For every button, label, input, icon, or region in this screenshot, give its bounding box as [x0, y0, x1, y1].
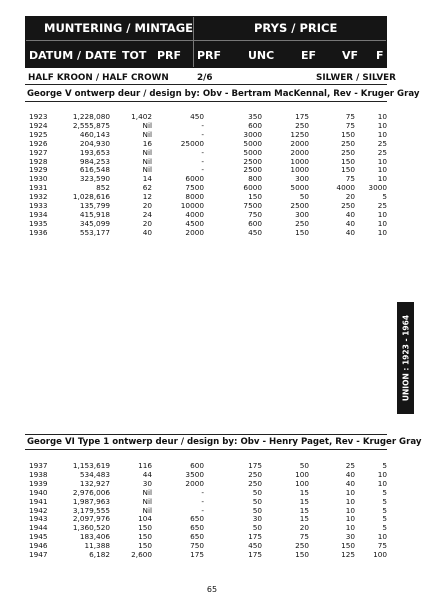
- cell-proof-mintage: 24: [142, 209, 152, 219]
- mintage-heading: MUNTERING / MINTAGE: [44, 21, 194, 35]
- cell-ef: 15: [299, 487, 309, 497]
- cell-date: 1943: [29, 514, 48, 524]
- cell-unc: 5000: [243, 138, 262, 148]
- divider-line: [25, 434, 387, 435]
- cell-proof-mintage: 2,600: [131, 550, 152, 559]
- table-row: [0, 462, 424, 471]
- cell-proof-mintage: 20: [142, 218, 152, 228]
- cell-f: 10: [377, 469, 387, 479]
- cell-proof-price: 4500: [185, 218, 204, 228]
- cell-date: 1929: [29, 165, 48, 175]
- cell-date: 1925: [29, 129, 48, 139]
- cell-ef: 100: [295, 469, 309, 479]
- cell-vf: 10: [345, 514, 355, 524]
- cell-proof-price: 6000: [185, 174, 204, 184]
- cell-proof-mintage: Nil: [142, 120, 152, 130]
- cell-date: 1932: [29, 192, 48, 202]
- cell-ef: 300: [295, 174, 309, 184]
- cell-proof-price: 4000: [185, 209, 204, 219]
- cell-unc: 750: [248, 209, 262, 219]
- table-row: [0, 507, 424, 516]
- cell-f: 75: [377, 541, 387, 551]
- cell-unc: 150: [248, 192, 262, 202]
- cell-ef: 5000: [290, 183, 309, 193]
- cell-proof-mintage: 16: [142, 138, 152, 148]
- cell-date: 1945: [29, 532, 48, 542]
- table-row: [0, 480, 424, 489]
- table-row: [0, 175, 424, 184]
- cell-proof-price: 25000: [180, 138, 204, 148]
- cell-total: 193,653: [79, 147, 110, 157]
- cell-f: 10: [377, 227, 387, 237]
- col-date: DATUM / DATE: [29, 49, 117, 62]
- cell-ef: 1250: [290, 129, 309, 139]
- cell-vf: 250: [341, 138, 355, 148]
- cell-f: 3000: [368, 183, 387, 193]
- divider-line: [25, 449, 387, 450]
- cell-date: 1931: [29, 183, 48, 193]
- table-row: [0, 229, 424, 238]
- cell-date: 1930: [29, 174, 48, 184]
- cell-vf: 10: [345, 505, 355, 515]
- cell-ef: 15: [299, 496, 309, 506]
- cell-vf: 30: [345, 532, 355, 542]
- cell-vf: 75: [345, 174, 355, 184]
- cell-total: 553,177: [79, 227, 110, 237]
- cell-proof-price: 2000: [185, 478, 204, 488]
- header-columns-row: [26, 40, 386, 68]
- cell-proof-price: 8000: [185, 192, 204, 202]
- cell-unc: 175: [248, 461, 262, 470]
- cell-f: 10: [377, 165, 387, 175]
- cell-proof-mintage: 1,402: [131, 112, 152, 121]
- cell-f: 10: [377, 174, 387, 184]
- cell-f: 10: [377, 218, 387, 228]
- cell-vf: 150: [341, 165, 355, 175]
- cell-proof-price: -: [201, 129, 204, 139]
- cell-proof-mintage: 62: [142, 183, 152, 193]
- cell-unc: 350: [248, 112, 262, 121]
- table-row: [0, 515, 424, 524]
- cell-f: 5: [382, 496, 387, 506]
- table-row: [0, 489, 424, 498]
- cell-vf: 40: [345, 469, 355, 479]
- cell-unc: 175: [248, 550, 262, 559]
- cell-unc: 5000: [243, 147, 262, 157]
- cell-f: 25: [377, 147, 387, 157]
- cell-f: 5: [382, 514, 387, 524]
- cell-total: 1,153,619: [72, 461, 110, 470]
- cell-date: 1946: [29, 541, 48, 551]
- cell-total: 11,388: [84, 541, 110, 551]
- cell-total: 534,483: [79, 469, 110, 479]
- cell-f: 10: [377, 209, 387, 219]
- col-total: TOT: [122, 49, 147, 62]
- table-row: [0, 193, 424, 202]
- cell-vf: 250: [341, 201, 355, 210]
- cell-proof-mintage: Nil: [142, 156, 152, 166]
- cell-proof-mintage: Nil: [142, 147, 152, 157]
- cell-ef: 1000: [290, 165, 309, 175]
- cell-proof-price: 650: [190, 532, 204, 542]
- cell-total: 2,976,006: [72, 487, 110, 497]
- cell-ef: 75: [299, 532, 309, 542]
- table-row: [0, 211, 424, 220]
- col-proof-price: PRF: [197, 49, 222, 62]
- section-title-george-v: George V ontwerp deur / design by: Obv - Bertram MacKennal, Rev - Kruger Gray: [27, 89, 420, 99]
- cell-date: 1928: [29, 156, 48, 166]
- cell-unc: 175: [248, 532, 262, 542]
- table-row: [0, 113, 424, 122]
- cell-proof-price: -: [201, 487, 204, 497]
- table-header: [25, 16, 387, 68]
- cell-proof-price: 450: [190, 112, 204, 121]
- cell-proof-price: -: [201, 147, 204, 157]
- cell-proof-mintage: 12: [142, 192, 152, 202]
- cell-total: 415,918: [79, 209, 110, 219]
- cell-unc: 50: [252, 487, 262, 497]
- cell-proof-price: 175: [190, 550, 204, 559]
- table-row: [0, 149, 424, 158]
- cell-f: 5: [382, 487, 387, 497]
- cell-f: 25: [377, 201, 387, 210]
- cell-proof-price: 650: [190, 523, 204, 533]
- cell-f: 5: [382, 192, 387, 202]
- cell-proof-price: 2000: [185, 227, 204, 237]
- cell-ef: 20: [299, 523, 309, 533]
- cell-vf: 10: [345, 487, 355, 497]
- cell-vf: 4000: [336, 183, 355, 193]
- table-row: [0, 524, 424, 533]
- cell-unc: 6000: [243, 183, 262, 193]
- cell-total: 1,028,616: [72, 192, 110, 202]
- cell-f: 10: [377, 120, 387, 130]
- cell-ef: 100: [295, 478, 309, 488]
- cell-date: 1941: [29, 496, 48, 506]
- cell-date: 1942: [29, 505, 48, 515]
- cell-f: 10: [377, 112, 387, 121]
- cell-unc: 50: [252, 496, 262, 506]
- cell-total: 135,799: [79, 201, 110, 210]
- cell-vf: 40: [345, 209, 355, 219]
- cell-unc: 250: [248, 469, 262, 479]
- cell-f: 5: [382, 461, 387, 470]
- cell-unc: 2500: [243, 165, 262, 175]
- cell-ef: 2000: [290, 138, 309, 148]
- cell-unc: 600: [248, 218, 262, 228]
- cell-date: 1927: [29, 147, 48, 157]
- table-row: [0, 158, 424, 167]
- cell-ef: 2500: [290, 201, 309, 210]
- table-row: [0, 202, 424, 211]
- col-f: F: [376, 49, 384, 62]
- price-heading: PRYS / PRICE: [254, 21, 338, 35]
- divider-line: [25, 84, 387, 85]
- cell-proof-price: 10000: [180, 201, 204, 210]
- cell-ef: 1000: [290, 156, 309, 166]
- table-row: [0, 498, 424, 507]
- cell-date: 1923: [29, 112, 48, 121]
- cell-proof-price: -: [201, 120, 204, 130]
- cell-date: 1937: [29, 461, 48, 470]
- cell-date: 1935: [29, 218, 48, 228]
- coin-denomination: 2/6: [197, 73, 213, 83]
- cell-total: 984,253: [79, 156, 110, 166]
- cell-unc: 3000: [243, 129, 262, 139]
- table-row: [0, 220, 424, 229]
- cell-f: 10: [377, 478, 387, 488]
- cell-total: 204,930: [79, 138, 110, 148]
- coin-metal: SILWER / SILVER: [316, 73, 396, 83]
- cell-unc: 7500: [243, 201, 262, 210]
- col-proof-mintage: PRF: [157, 49, 182, 62]
- cell-proof-price: -: [201, 156, 204, 166]
- cell-ef: 15: [299, 505, 309, 515]
- cell-proof-mintage: 150: [138, 532, 152, 542]
- cell-proof-mintage: 14: [142, 174, 152, 184]
- cell-ef: 50: [299, 192, 309, 202]
- col-unc: UNC: [248, 49, 275, 62]
- cell-vf: 75: [345, 112, 355, 121]
- cell-total: 1,987,963: [72, 496, 110, 506]
- cell-total: 616,548: [79, 165, 110, 175]
- cell-vf: 75: [345, 120, 355, 130]
- cell-proof-mintage: 30: [142, 478, 152, 488]
- cell-total: 323,590: [79, 174, 110, 184]
- table-row: [0, 542, 424, 551]
- cell-f: 5: [382, 505, 387, 515]
- cell-vf: 10: [345, 523, 355, 533]
- cell-ef: 150: [295, 227, 309, 237]
- cell-ef: 50: [299, 461, 309, 470]
- table-row: [0, 551, 424, 560]
- cell-proof-price: 750: [190, 541, 204, 551]
- cell-proof-mintage: Nil: [142, 129, 152, 139]
- cell-proof-price: -: [201, 505, 204, 515]
- cell-total: 6,182: [89, 550, 110, 559]
- cell-proof-price: -: [201, 496, 204, 506]
- cell-date: 1936: [29, 227, 48, 237]
- cell-ef: 15: [299, 514, 309, 524]
- header-divider: [193, 17, 194, 67]
- cell-ef: 300: [295, 209, 309, 219]
- cell-total: 345,099: [79, 218, 110, 228]
- cell-unc: 50: [252, 523, 262, 533]
- cell-date: 1939: [29, 478, 48, 488]
- cell-proof-mintage: 40: [142, 227, 152, 237]
- cell-vf: 25: [345, 461, 355, 470]
- cell-total: 1,360,520: [72, 523, 110, 533]
- cell-proof-mintage: 20: [142, 201, 152, 210]
- cell-total: 460,143: [79, 129, 110, 139]
- cell-unc: 450: [248, 541, 262, 551]
- cell-ef: 250: [295, 120, 309, 130]
- cell-total: 183,406: [79, 532, 110, 542]
- cell-f: 25: [377, 138, 387, 148]
- cell-f: 100: [373, 550, 387, 559]
- cell-proof-price: 3500: [185, 469, 204, 479]
- cell-unc: 600: [248, 120, 262, 130]
- cell-total: 1,228,080: [72, 112, 110, 121]
- cell-proof-price: -: [201, 165, 204, 175]
- table-row: [0, 122, 424, 131]
- cell-date: 1924: [29, 120, 48, 130]
- cell-unc: 450: [248, 227, 262, 237]
- cell-unc: 250: [248, 478, 262, 488]
- cell-total: 3,179,555: [72, 505, 110, 515]
- cell-proof-price: 650: [190, 514, 204, 524]
- page-number: 65: [206, 585, 218, 594]
- table-row: [0, 166, 424, 175]
- table-row: [0, 140, 424, 149]
- cell-vf: 10: [345, 496, 355, 506]
- cell-proof-mintage: 116: [138, 461, 152, 470]
- divider-line: [25, 101, 387, 102]
- cell-ef: 250: [295, 218, 309, 228]
- cell-ef: 150: [295, 550, 309, 559]
- cell-ef: 175: [295, 112, 309, 121]
- cell-vf: 40: [345, 478, 355, 488]
- cell-date: 1940: [29, 487, 48, 497]
- cell-date: 1933: [29, 201, 48, 210]
- cell-date: 1944: [29, 523, 48, 533]
- cell-proof-price: 7500: [185, 183, 204, 193]
- cell-f: 10: [377, 532, 387, 542]
- cell-total: 132,927: [79, 478, 110, 488]
- table-row: [0, 131, 424, 140]
- cell-unc: 30: [252, 514, 262, 524]
- cell-date: 1926: [29, 138, 48, 148]
- cell-proof-mintage: 150: [138, 541, 152, 551]
- cell-total: 2,555,875: [72, 120, 110, 130]
- cell-proof-mintage: Nil: [142, 496, 152, 506]
- cell-proof-mintage: 44: [142, 469, 152, 479]
- cell-proof-mintage: Nil: [142, 505, 152, 515]
- cell-proof-price: 600: [190, 461, 204, 470]
- cell-vf: 40: [345, 227, 355, 237]
- cell-vf: 40: [345, 218, 355, 228]
- col-ef: EF: [301, 49, 317, 62]
- cell-f: 5: [382, 523, 387, 533]
- cell-unc: 50: [252, 505, 262, 515]
- cell-date: 1934: [29, 209, 48, 219]
- cell-proof-mintage: 150: [138, 523, 152, 533]
- table-row: [0, 533, 424, 542]
- section-title-george-vi: George VI Type 1 ontwerp deur / design by: Obv - Henry Paget, Rev - Kruger Gray: [27, 437, 422, 447]
- cell-date: 1947: [29, 550, 48, 559]
- header-title-row: [26, 17, 386, 39]
- table-row: [0, 471, 424, 480]
- cell-date: 1938: [29, 469, 48, 479]
- period-label: UNION : 1923 - 1964: [401, 314, 410, 402]
- cell-vf: 125: [341, 550, 355, 559]
- cell-total: 852: [96, 183, 110, 193]
- cell-f: 10: [377, 156, 387, 166]
- cell-proof-mintage: Nil: [142, 165, 152, 175]
- cell-vf: 250: [341, 147, 355, 157]
- cell-vf: 150: [341, 156, 355, 166]
- coin-name: HALF KROON / HALF CROWN: [28, 73, 169, 83]
- col-vf: VF: [342, 49, 359, 62]
- cell-unc: 2500: [243, 156, 262, 166]
- cell-proof-mintage: Nil: [142, 487, 152, 497]
- cell-unc: 800: [248, 174, 262, 184]
- cell-proof-mintage: 104: [138, 514, 152, 524]
- table-row: [0, 184, 424, 193]
- cell-total: 2,097,976: [72, 514, 110, 524]
- cell-ef: 250: [295, 541, 309, 551]
- cell-vf: 150: [341, 541, 355, 551]
- cell-vf: 20: [345, 192, 355, 202]
- cell-ef: 2000: [290, 147, 309, 157]
- period-side-tab: [397, 302, 414, 414]
- cell-vf: 150: [341, 129, 355, 139]
- cell-f: 10: [377, 129, 387, 139]
